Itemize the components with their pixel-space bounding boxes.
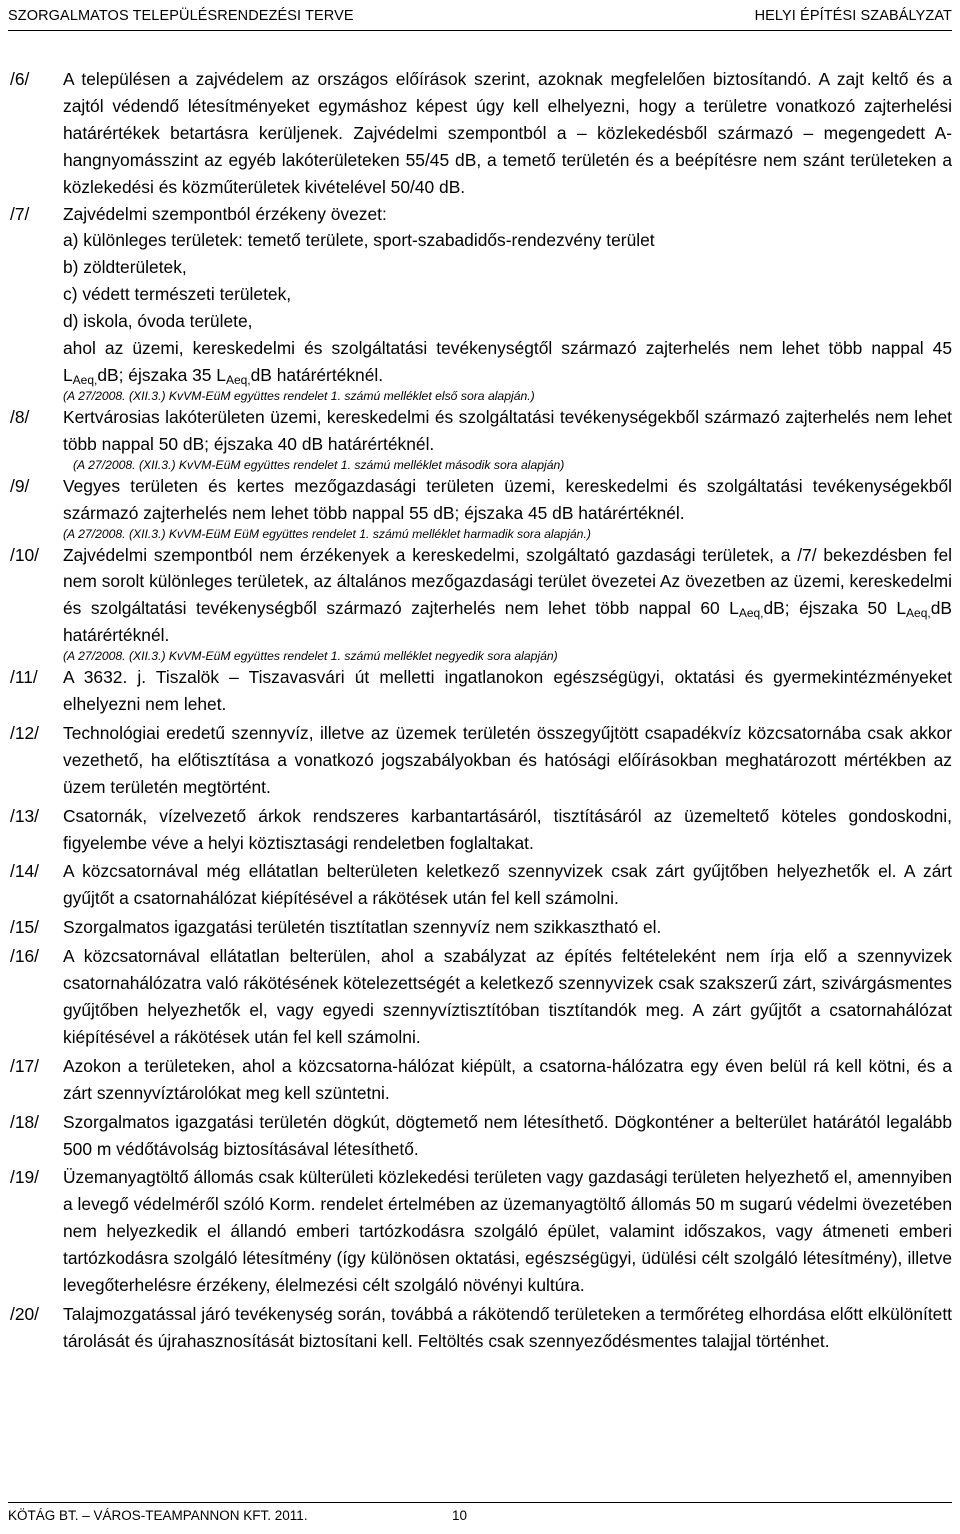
list-item: c) védett természeti területek, <box>63 284 292 305</box>
list-item: a) különleges területek: temető területe, sport-szabadidős-rendezvény terület <box>63 230 655 251</box>
page-footer <box>8 1502 952 1523</box>
paragraph-text: A 3632. j. Tiszalök – Tiszavasvári út melletti ingatlanokon egészségügyi, oktatási és gyermekintézményeket elhelyezni nem lehet. <box>63 667 952 715</box>
paragraph-7 <box>10 201 952 404</box>
paragraph-text: ahol az üzemi, kereskedelmi és szolgáltatási tevékenységtől származó zajterhelés nem lehet több nappal 45 $L_{Aeq,}dB$; éjszaka 35 $L_{Aeq,}dB$ határértéknél. <box>63 338 952 387</box>
paragraph-6 <box>10 66 952 201</box>
paragraph-number: /17/ <box>10 1055 40 1076</box>
paragraph-8 <box>10 404 952 473</box>
paragraph-intro: Zajvédelmi szempontból érzékeny övezet: <box>63 203 387 224</box>
list-item: b) zöldterületek, <box>63 257 187 278</box>
paragraph-number: /9/ <box>10 475 30 496</box>
paragraph-16 <box>10 943 952 1051</box>
paragraph-number: /18/ <box>10 1111 40 1132</box>
paragraph-20 <box>10 1301 952 1355</box>
paragraph-text: A közcsatornával még ellátatlan belterületen keletkező szennyvizek csak zárt gyűjtőben helyezhetők el. A zárt gyűjtőt a csatornahálózat kiépítésével a rákötések után fel kell számolni. <box>63 861 952 909</box>
paragraph-text: Szorgalmatos igazgatási területén tisztítatlan szennyvíz nem szikkasztható el. <box>63 917 662 938</box>
paragraph-number: /13/ <box>10 805 40 826</box>
paragraph-13 <box>10 803 952 857</box>
legal-reference-note: (A 27/2008. (XII.3.) KvVM-EüM együttes rendelet 1. számú melléklet első sora alapján.) <box>63 388 535 403</box>
paragraph-number: /10/ <box>10 544 40 565</box>
paragraph-number: /8/ <box>10 406 30 427</box>
paragraph-11 <box>10 664 952 718</box>
paragraph-15 <box>10 914 952 941</box>
footer-company: KÖTÁG BT. – VÁROS-TEAMPANNON KFT. 2011. <box>8 1508 308 1523</box>
paragraph-text: Szorgalmatos igazgatási területén dögkút, dögtemető nem létesíthető. Dögkonténer a belterület határától legalább 500 m védőtávolság biztosításával létesíthető. <box>63 1111 952 1159</box>
paragraph-text: Talajmozgatással járó tevékenység során, továbbá a rákötendő területeken a termőréteg elhordása előtt elkülönített tárolását és újrahasznosítását biztosítani kell. Feltöltés csak szennyeződésmentes talajjal történhet. <box>63 1303 952 1351</box>
document-body <box>10 66 952 1355</box>
paragraph-text: Technológiai eredetű szennyvíz, illetve az üzemek területén összegyűjtött csapadékvíz közcsatornába csak akkor vezethető, ha előtisztítása a vonatkozó jogszabályokban és hatósági előírásokban meghatározott mértékben az üzem területén megtörtént. <box>63 722 952 797</box>
paragraph-14 <box>10 858 952 912</box>
list-item: d) iskola, óvoda területe, <box>63 311 253 332</box>
document-subtitle: HELYI ÉPÍTÉSI SZABÁLYZAT <box>754 8 952 24</box>
paragraph-number: /16/ <box>10 946 40 967</box>
paragraph-number: /7/ <box>10 203 30 224</box>
paragraph-17 <box>10 1053 952 1107</box>
paragraph-18 <box>10 1109 952 1163</box>
paragraph-text: Azokon a területeken, ahol a közcsatorna-hálózat kiépült, a csatorna-hálózatra egy éven belül rá kell kötni, és a zárt szennyvíztárolókat meg kell szüntetni. <box>63 1055 952 1103</box>
paragraph-number: /19/ <box>10 1167 40 1188</box>
paragraph-10 <box>10 542 952 665</box>
document-title: SZORGALMATOS TELEPÜLÉSRENDEZÉSI TERVE <box>8 8 354 24</box>
page-number: 10 <box>452 1508 468 1523</box>
paragraph-number: /6/ <box>10 69 30 89</box>
paragraph-number: /11/ <box>10 667 38 688</box>
paragraph-number: /20/ <box>10 1303 40 1324</box>
paragraph-text: Üzemanyagtöltő állomás csak külterületi közlekedési területen vagy gazdasági területen helyezhető el, amennyiben a levegő védelméről szóló Korm. rendelet értelmében az üzemanyagtöltő állomás 50 m sugarú védelmi övezetében nem helyezkedik el állandó emberi tartózkodásra szolgáló épület, valamint időszakos, vagy átmeneti emberi tartózkodásra szolgáló létesítmény (így különösen oktatási, egészségügyi, üdülési célt szolgáló létesítmény), illetve levegőterhelésre érzékeny, élelmezési célt szolgáló növényi kultúra. <box>63 1167 952 1296</box>
paragraph-number: /12/ <box>10 722 40 743</box>
paragraph-number: /14/ <box>10 861 40 882</box>
paragraph-9 <box>10 473 952 542</box>
paragraph-text: A településen a zajvédelem az országos előírások szerint, azoknak megfelelően biztosítandó. A zajt keltő és a zajtól védendő létesítményeket egymáshoz képest úgy kell elhelyezni, hogy a területre vonatkozó zajterhelési határértékek betartásra kerüljenek. Zajvédelmi szempontból a – közlekedésből származó – megengedett A-hangnyomásszint az egyéb lakóterületeken 55/45 dB, a temető területén és a beépítésre nem szánt területeken a közlekedési és közműterületek kivételével 50/40 dB. <box>63 69 952 197</box>
paragraph-19 <box>10 1164 952 1299</box>
paragraph-number: /15/ <box>10 917 40 938</box>
paragraph-text: Zajvédelmi szempontból nem érzékenyek a kereskedelmi, szolgáltató gazdasági területek, a /7/ bekezdésben fel nem sorolt különleges területek, az általános mezőgazdasági terület övezetei Az övezetben az üzemi, kereskedelmi és szolgáltatási tevékenységből származó zajterhelés nem lehet több nappal 60 $L_{Aeq,}dB$; éjszaka 50 $L_{Aeq,}dB$ határértéknél. <box>63 544 952 646</box>
paragraph-text: A közcsatornával ellátatlan belterülen, ahol a szabályzat az építés feltételeként nem írja elő a szennyvizek csatornahálózatra való rákötésének kötelezettségét a keletkező szennyvizek csak szakszerű zárt, szivárgásmentes gyűjtőben helyezhetők el, vagy egyedi szennyvíztisztítóban tisztítandók meg. A zárt gyűjtőt a csatornahálózat kiépítésével a rákötések után fel kell számolni. <box>63 946 952 1047</box>
paragraph-text: Vegyes területen és kertes mezőgazdasági területen üzemi, kereskedelmi és szolgáltatási tevékenységekből származó zajterhelés nem lehet több nappal 55 dB; éjszaka 45 dB határértéknél. <box>63 475 952 523</box>
paragraph-text: Kertvárosias lakóterületen üzemi, kereskedelmi és szolgáltatási tevékenységekből származó zajterhelés nem lehet több nappal 50 dB; éjszaka 40 dB határértéknél. <box>63 406 952 454</box>
paragraph-12 <box>10 720 952 801</box>
page-header <box>8 0 952 31</box>
legal-reference-note: (A 27/2008. (XII.3.) KvVM-EüM együttes rendelet 1. számú melléklet negyedik sora alapján) <box>63 649 558 664</box>
legal-reference-note: (A 27/2008. (XII.3.) KvVM-EüM együttes rendelet 1. számú melléklet második sora alapján) <box>73 457 565 472</box>
legal-reference-note: (A 27/2008. (XII.3.) KvVM-EüM EüM együttes rendelet 1. számú melléklet harmadik sora alapján.) <box>63 526 591 541</box>
paragraph-text: Csatornák, vízelvezető árkok rendszeres karbantartásáról, tisztításáról az üzemeltető köteles gondoskodni, figyelembe véve a helyi köztisztasági rendeletben foglaltakat. <box>63 805 952 853</box>
